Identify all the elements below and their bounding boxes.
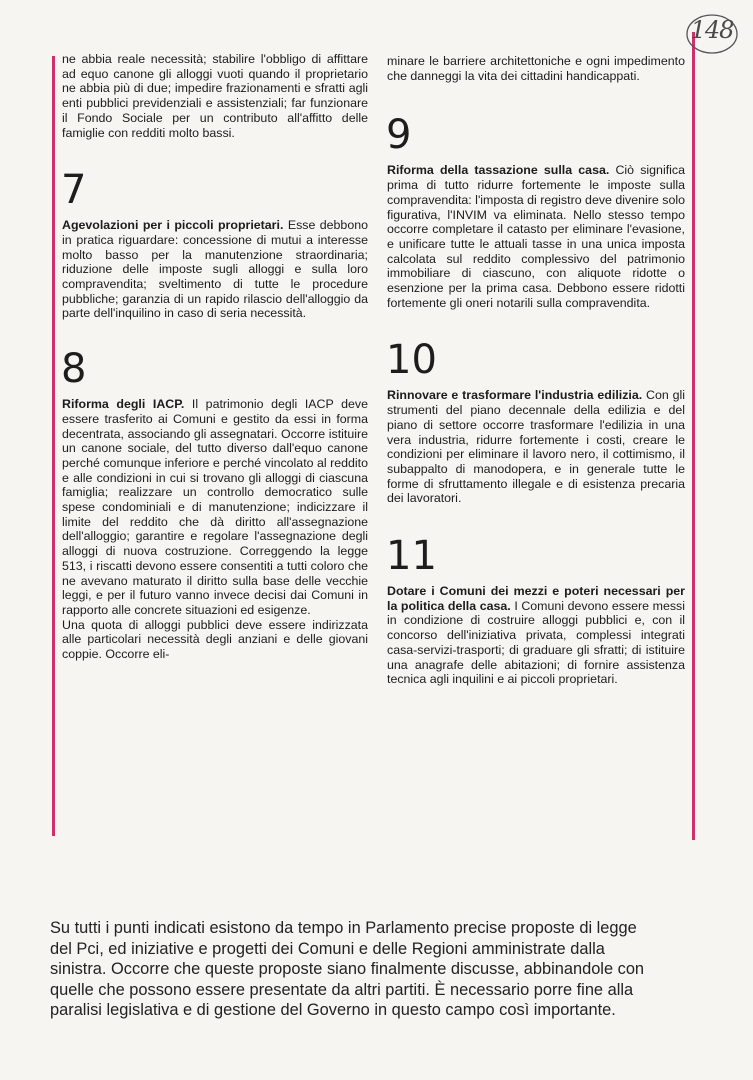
page-number-handwritten <box>684 12 740 58</box>
section-title: Riforma degli IACP. <box>62 397 185 412</box>
section-9-paragraph <box>377 163 693 310</box>
left-column <box>52 52 368 662</box>
section-number: 11 <box>386 533 437 580</box>
closing-statement: Su tutti i punti indicati esistono da tempo in Parlamento precise proposte di legge del Pci, ed iniziative e progetti dei Comuni e delle Regioni amministrate dalla sinistra. Occorre che queste proposte siano finalmente discusse, abbinandole con quelle che possono essere presentate da altri partiti. È necessario porre fine alla paralisi legislativa e di gestione del Governo in questo campo così importante. <box>50 919 645 1020</box>
section-body: Con gli strumenti del piano decennale della edilizia e del piano di settore occorre trasformare l'edilizia in una vera industria, ridurre fortemente i costi, creare le condizioni per eliminare il lavoro nero, il cottimismo, il subappalto di manodopera, e in generale tutte le forme di sfruttamento illegale e di esistenza precaria dei lavoratori. <box>387 388 685 506</box>
section-body: I Comuni devono essere messi in condizione di costruire alloggi pubblici e, con il concorso dell'iniziativa privata, complessi integrati casa-servizi-trasporti; di graduare gli sfratti; di istituire una anagrafe delle abitazioni; di fornire assistenza tecnica agli inquilini e ai piccoli proprietari. <box>387 598 685 687</box>
right-intro-text: minare le barriere architettoniche e ogni impedimento che danneggi la vita dei cittadini handicappati. <box>387 54 685 83</box>
section-7-paragraph <box>52 218 368 321</box>
section-8-paragraph <box>52 397 368 618</box>
section-8-extra: Una quota di alloggi pubblici deve essere indirizzata alle particolari necessità degli anziani e delle giovani coppie. Occorre eli- <box>62 617 368 662</box>
section-body: Esse debbono in pratica riguardare: concessione di mutui a interesse molto basso per la manutenzione straordinaria; riduzione delle imposte sugli alloggi e sulla loro compravendita; sveltimento di tutte le procedure pubbliche; garanzia di un rapido rilascio dell'alloggio da parte dell'inquilino in caso di seria necessità. <box>62 218 368 321</box>
section-number: 7 <box>61 167 87 214</box>
section-title: Riforma della tassazione sulla casa. <box>387 163 610 178</box>
section-body: Il patrimonio degli IACP deve essere trasferito ai Comuni e gestito da essi in forma decentrata, associando gli assegnatari. Occorre istituire un canone sociale, del tutto diverso dall'equo canone perché comunque inferiore e perché vincolato al reddito e alle condizioni in cui si trovano gli alloggi di ciascuna famiglia; realizzare un controllo democratico sulle spese condominiali e di manutenzione; indicizzare il limite del reddito che dà diritto all'assegnazione dell'alloggio; garantire e regolare l'assegnazione degli alloggi di nuova costruzione. Correggendo la legge 513, i riscatti devono essere consentiti a tutti coloro che ne avevano maturato il diritto sulla base delle vecchie leggi, e per il futuro vanno invece decisi dai Comuni in rapporto alle concrete situazioni ed esigenze. <box>62 397 368 617</box>
section-title: Dotare i Comuni dei mezzi e poteri necessari per la politica della casa. <box>387 584 685 613</box>
section-title: Agevolazioni per i piccoli proprietari. <box>62 218 284 233</box>
section-10-paragraph <box>377 388 693 506</box>
section-number: 8 <box>61 346 87 393</box>
section-11-paragraph <box>377 584 693 687</box>
section-title: Rinnovare e trasformare l'industria edilizia. <box>387 388 643 403</box>
section-body: Ciò significa prima di tutto ridurre fortemente le imposte sulla compravendita: l'imposta di registro deve divenire solo figurativa, l'INVIM va eliminata. Nello stesso tempo occorre completare il catasto per eliminare l'evasione, e unificare tutte le attuali tasse in una unica imposta calcolata sul reddito complessivo del patrimonio immobiliare di ciascuno, con aliquote ridotte o esenzione per la prima casa. Debbono essere ridotti fortemente gli oneri notarili sulla compravendita. <box>387 163 685 310</box>
page-mark: 148 <box>690 16 734 44</box>
left-intro-text: ne abbia reale necessità; stabilire l'obbligo di affittare ad equo canone gli alloggi vuoti quando il proprietario ne abbia più di due; impedire frazionamenti e sfratti agli enti pubblici previdenziali e assistenziali; far funzionare il Fondo Sociale per un contributo all'affitto delle famiglie con redditi molto bassi. <box>62 52 368 140</box>
section-number: 10 <box>386 337 437 384</box>
section-number: 9 <box>386 112 412 159</box>
right-column <box>377 54 693 687</box>
